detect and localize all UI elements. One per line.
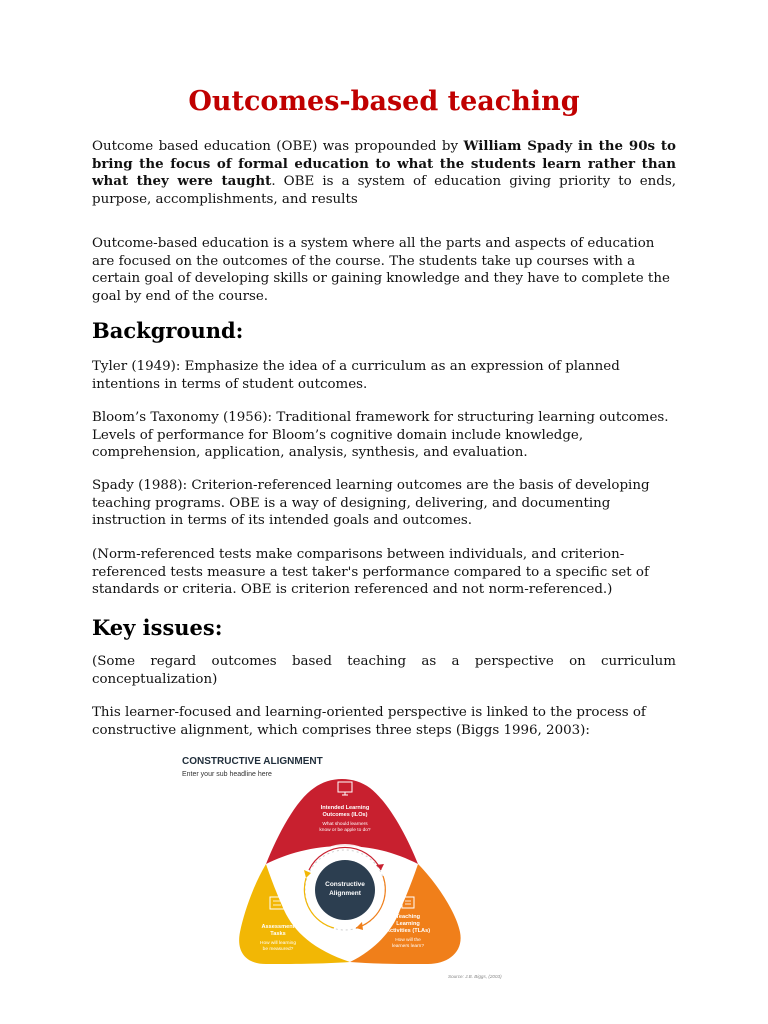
intro-text-bold: William Spady in the 90s to bring the focus of formal education to what the students learn rather than what they were taught [92, 138, 676, 189]
at-question-line1: How will learning [260, 941, 296, 946]
figure-title: CONSTRUCTIVE ALIGNMENT [182, 756, 323, 767]
background-heading: Background: [92, 318, 244, 343]
at-question-line2: be measured? [262, 947, 294, 952]
ilo-title-line2: Outcomes (ILOs) [322, 812, 368, 818]
tla-question-line2: learners learn? [392, 944, 424, 949]
center-label-line2: Alignment [329, 890, 361, 897]
intro-paragraph-2: Outcome-based education is a system where all the parts and aspects of education are focused on the outcomes of the course. The students take up courses with a certain goal of developing skills or gaining knowledge and they have to complete the goal by end of the course. [92, 236, 670, 304]
intro-text-start: Outcome based education (OBE) was propounded by [92, 139, 464, 154]
ilo-question-line2: know or be apple to do? [319, 828, 371, 833]
intro-paragraph-1 [92, 138, 676, 208]
tla-title-line2: Learning [396, 921, 420, 927]
tla-title-line1: Teaching [395, 914, 421, 920]
constructive-alignment-figure [178, 752, 524, 984]
key-issues-paragraph-2: This learner-focused and learning-oriented perspective is linked to the process of constructive alignment, which comprises three steps (Biggs 1996, 2003): [92, 705, 646, 738]
background-spady: Spady (1988): Criterion-referenced learning outcomes are the basis of developing teaching programs. OBE is a way of designing, delivering, and documenting instruction in terms of its intended goals and outcomes. [92, 478, 650, 528]
background-bloom: Bloom’s Taxonomy (1956): Traditional framework for structuring learning outcomes. Levels of performance for Bloom’s cognitive domain include knowledge, comprehension, application, analysis, synthesis, and evaluation. [92, 410, 669, 460]
figure-subtitle: Enter your sub headline here [182, 771, 272, 778]
background-norm: (Norm-referenced tests make comparisons between individuals, and criterion-referenced tests measure a test taker's performance compared to a specific set of standards or criteria. OBE is criterion referenced and not norm-referenced.) [92, 547, 649, 597]
intro-text-end: . OBE is a system of education giving priority to ends, purpose, accomplishments, and results [92, 174, 676, 207]
ilo-title-line1: Intended Learning [320, 805, 370, 811]
at-title-line1: Assessment [261, 924, 295, 930]
tla-question-line1: How will the [395, 938, 421, 943]
key-issues-paragraph-1: (Some regard outcomes based teaching as a perspective on curriculum conceptualization) [92, 654, 676, 687]
tla-title-line3: Activities (TLAs) [385, 928, 431, 934]
figure-source: Source: J.B. Biggs, (2003) [448, 974, 502, 979]
page-title: Outcomes-based teaching [188, 86, 580, 117]
cycle-diagram [178, 752, 524, 984]
ilo-question-line1: What should learners [322, 822, 368, 827]
center-label-line1: Constructive [325, 881, 365, 888]
background-tyler: Tyler (1949): Emphasize the idea of a curriculum as an expression of planned intentions in terms of student outcomes. [92, 359, 620, 392]
key-issues-heading: Key issues: [92, 615, 223, 640]
at-title-line2: Tasks [270, 931, 286, 937]
